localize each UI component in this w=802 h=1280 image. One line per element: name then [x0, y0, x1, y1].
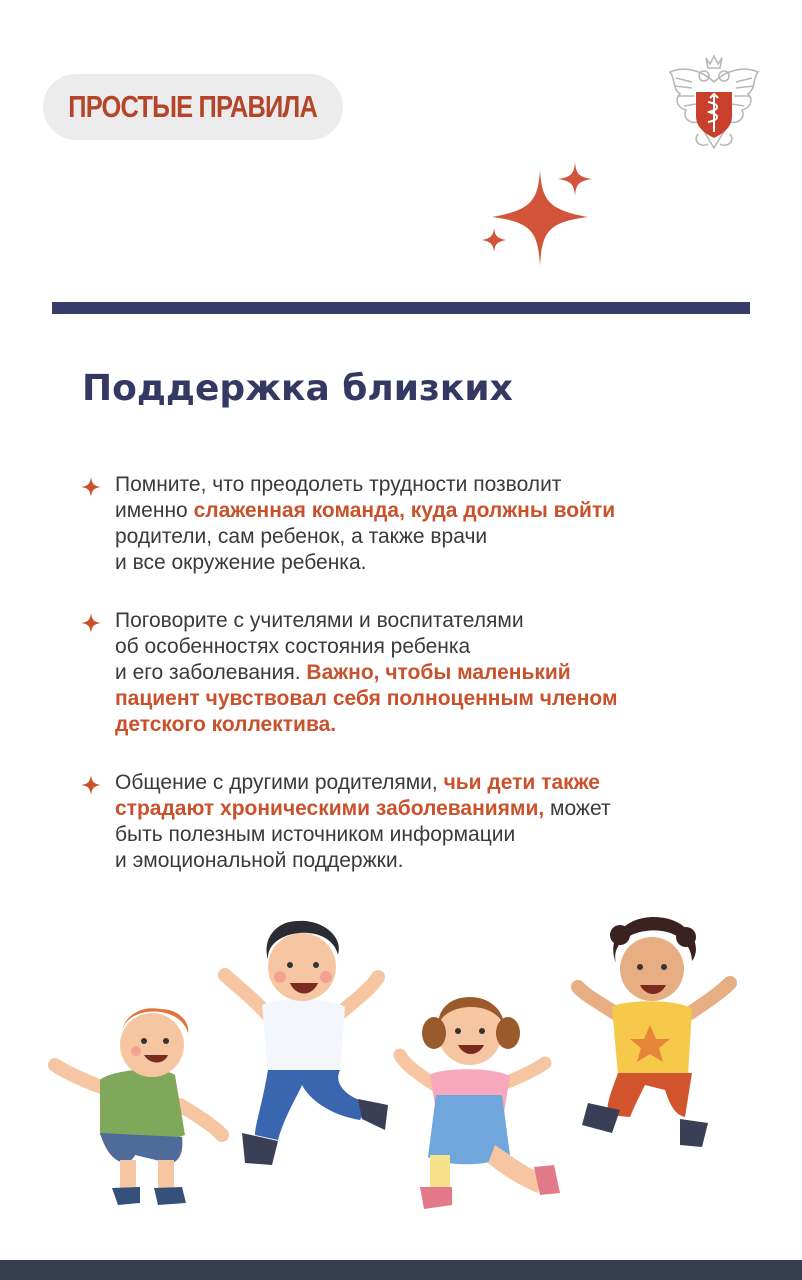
body-text: Поговорите с учителями и воспитателями [115, 609, 524, 632]
bullet-line [115, 634, 720, 660]
highlight-text: чьи дети также [443, 771, 600, 794]
bullet-line [115, 472, 720, 498]
bullet-line [115, 686, 720, 712]
section-badge [43, 74, 343, 140]
body-text: Помните, что преодолеть трудности позволит [115, 473, 562, 496]
body-text: об особенностях состояния ребенка [115, 635, 471, 658]
bullet-line [115, 608, 720, 634]
bullet-item [80, 472, 720, 576]
body-text: быть полезным источником информации [115, 823, 516, 846]
bullet-line [115, 770, 720, 796]
body-text: и все окружение ребенка. [115, 551, 367, 574]
ministry-emblem-icon [662, 52, 766, 158]
bullet-line [115, 550, 720, 576]
bullet-line [115, 498, 720, 524]
highlight-text: детского коллектива. [115, 713, 337, 736]
bullet-line [115, 712, 720, 738]
body-text: родители, сам ребенок, а также врачи [115, 525, 488, 548]
plus-bullet-icon [80, 476, 102, 498]
section-badge-label: ПРОСТЫЕ ПРАВИЛА [68, 89, 318, 124]
bullet-item [80, 608, 720, 738]
body-text: и его заболевания. [115, 661, 307, 684]
plus-bullet-icon [80, 774, 102, 796]
bullet-line [115, 796, 720, 822]
bullet-line [115, 822, 720, 848]
bullet-line [115, 660, 720, 686]
highlight-text: пациент чувствовал себя полноценным членом [115, 687, 618, 710]
jumping-kids-illustration [40, 905, 762, 1235]
sparkles-icon [478, 160, 603, 272]
bullet-line [115, 848, 720, 874]
body-text: может [544, 797, 611, 820]
plus-bullet-icon [80, 612, 102, 634]
body-text: Общение с другими родителями, [115, 771, 444, 794]
footer-bar [0, 1260, 802, 1280]
body-text: именно [115, 499, 194, 522]
body-text: и эмоциональной поддержки. [115, 849, 404, 872]
section-divider [52, 302, 750, 314]
highlight-text: страдают хроническими заболеваниями, [115, 797, 545, 820]
highlight-text: слаженная команда, куда должны войти [193, 499, 616, 522]
bullet-line [115, 524, 720, 550]
bullet-item [80, 770, 720, 874]
bullet-list [80, 472, 720, 906]
highlight-text: Важно, чтобы маленький [306, 661, 571, 684]
page-title: Поддержка близких [82, 368, 513, 409]
